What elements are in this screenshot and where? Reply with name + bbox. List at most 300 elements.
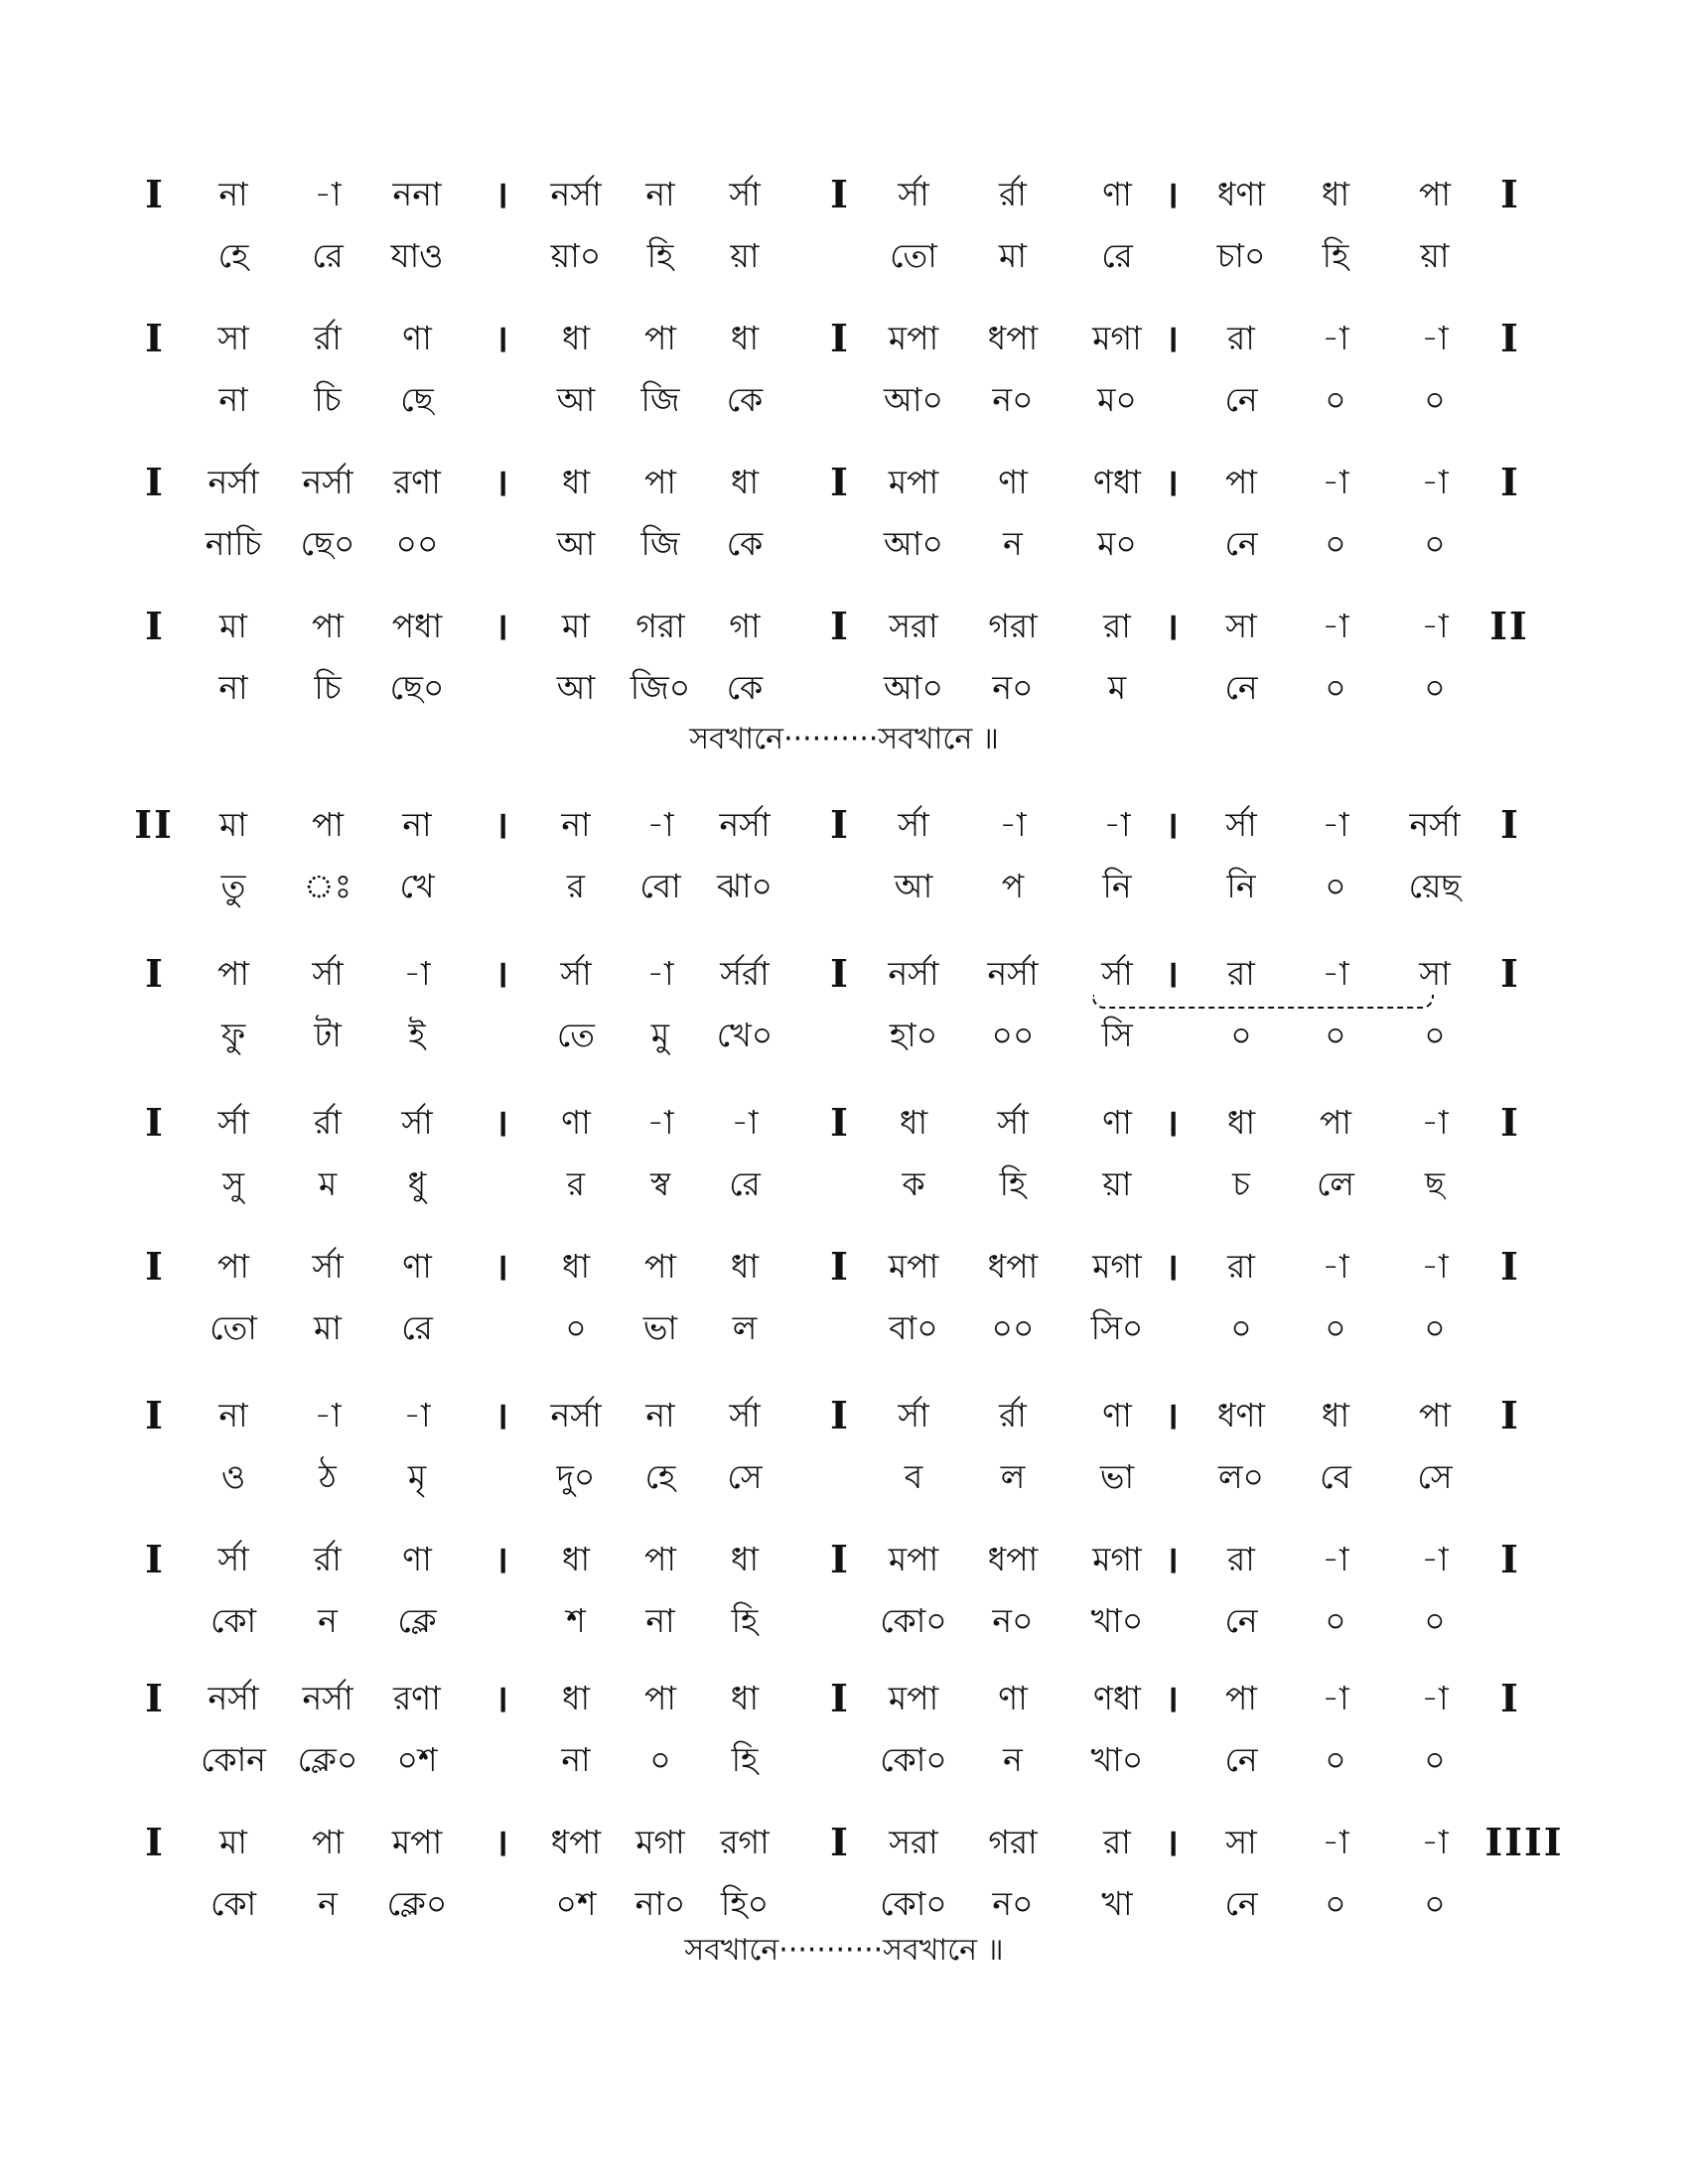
swara-note: -া: [1322, 954, 1349, 993]
lyric-syllable: নে: [1224, 1884, 1258, 1923]
lyric-syllable: তো: [210, 1308, 257, 1347]
lyric-syllable: ন০: [992, 1884, 1034, 1923]
lyric-syllable: ০: [565, 1308, 587, 1347]
swara-note: না: [561, 805, 591, 844]
swara-note: রণা: [393, 1679, 441, 1717]
swara-note: ধা: [561, 1540, 591, 1578]
swara-note: র্সা: [217, 1540, 249, 1578]
lyric-syllable: আ০: [884, 668, 943, 707]
swara-note: র্সা: [898, 1396, 929, 1434]
bar-line: ।: [1164, 172, 1180, 216]
lyric-syllable: ফু: [220, 1016, 246, 1054]
bar-line: I: [830, 1393, 848, 1437]
bar-line: ।: [1164, 1100, 1180, 1145]
lyric-syllable: ছে: [400, 380, 434, 419]
swara-note: পা: [1225, 463, 1257, 501]
bar-line: ।: [493, 1244, 509, 1289]
bar-line: I: [1500, 1244, 1518, 1289]
swara-note: র্সা: [1101, 954, 1133, 993]
swara-note: ধা: [730, 1679, 760, 1717]
bar-line: I: [1500, 460, 1518, 504]
swara-note: ধা: [561, 1679, 591, 1717]
lyric-syllable: বা০: [889, 1308, 938, 1347]
bar-line: I: [830, 1820, 848, 1864]
lyric-syllable: তে: [556, 1016, 596, 1054]
lyric-syllable: ন: [318, 1601, 338, 1640]
bar-line: I: [1500, 1100, 1518, 1145]
lyric-syllable: ন: [1003, 524, 1023, 563]
lyric-row: [0, 1005, 1688, 1066]
notation-row: [0, 308, 1688, 369]
lyric-row: [0, 513, 1688, 575]
bar-line: I: [830, 951, 848, 996]
lyric-syllable: খে: [399, 867, 435, 905]
swara-note: ধা: [899, 1103, 928, 1142]
lyric-syllable: চ: [1232, 1164, 1250, 1203]
lyric-row: [0, 1154, 1688, 1215]
lyric-syllable: কে: [726, 524, 764, 563]
swara-note: -া: [646, 1103, 674, 1142]
swara-note: র্সা: [997, 1103, 1029, 1142]
lyric-syllable: ০: [1325, 867, 1346, 905]
notation-row: [0, 1668, 1688, 1729]
lyric-syllable: কে: [726, 668, 764, 707]
lyric-syllable: ল০: [1217, 1457, 1265, 1496]
swara-note: -া: [1322, 319, 1349, 357]
swara-note: ণা: [402, 1540, 432, 1578]
lyric-syllable: আ: [556, 380, 596, 419]
bar-line: ।: [493, 604, 509, 648]
bar-line: ।: [1164, 1537, 1180, 1581]
lyric-syllable: রে: [401, 1308, 433, 1347]
swara-note: পা: [644, 1679, 676, 1717]
swara-note: ধা: [730, 319, 760, 357]
lyric-syllable: লে: [1317, 1164, 1354, 1203]
swara-note: -া: [1322, 1679, 1349, 1717]
swara-note: ণা: [1102, 1396, 1132, 1434]
lyric-syllable: ছে০: [389, 668, 445, 707]
bar-line: ।: [493, 1676, 509, 1720]
swara-note: -া: [1322, 1823, 1349, 1861]
swara-note: গরা: [988, 1823, 1038, 1861]
lyric-syllable: ন: [318, 1884, 338, 1923]
notation-row: [0, 596, 1688, 657]
lyric-syllable: ক: [902, 1164, 925, 1203]
bar-line: I: [145, 1676, 163, 1720]
lyric-syllable: ০: [1424, 380, 1446, 419]
notation-row: [0, 1092, 1688, 1154]
lyric-syllable: রে: [1101, 236, 1133, 275]
swara-note: পা: [1419, 1396, 1451, 1434]
lyric-syllable: ০: [1325, 1016, 1346, 1054]
lyric-syllable: না: [218, 668, 248, 707]
lyric-syllable: মৃ: [407, 1457, 427, 1496]
lyric-syllable: ন: [1003, 1740, 1023, 1779]
lyric-syllable: কো: [210, 1601, 257, 1640]
swara-note: ণা: [402, 319, 432, 357]
lyric-row: [0, 1729, 1688, 1791]
swara-note: নর্সা: [719, 805, 771, 844]
swara-note: রা: [1227, 954, 1255, 993]
swara-note: র্সা: [560, 954, 592, 993]
lyric-syllable: মা: [314, 1308, 342, 1347]
lyric-syllable: আ: [556, 524, 596, 563]
lyric-syllable: ০: [1325, 524, 1346, 563]
lyric-syllable: ০: [1325, 1601, 1346, 1640]
notation-row: [0, 1385, 1688, 1446]
lyric-syllable: খা: [1101, 1884, 1133, 1923]
lyric-syllable: কো০: [880, 1601, 947, 1640]
lyric-syllable: নাচি: [205, 524, 262, 563]
swara-note: মগা: [635, 1823, 685, 1861]
lyric-syllable: স্ব: [649, 1164, 671, 1203]
swara-note: ণা: [1102, 1103, 1132, 1142]
lyric-syllable: ও: [220, 1457, 246, 1496]
swara-note: র্সা: [898, 175, 929, 213]
bar-line: I: [830, 1537, 848, 1581]
lyric-syllable: ০: [1424, 1884, 1446, 1923]
swara-note: র্রা: [314, 1540, 342, 1578]
swara-note: গা: [729, 607, 761, 645]
swara-note: ণা: [998, 1679, 1028, 1717]
swara-note: র্সর্রা: [720, 954, 770, 993]
notation-row: [0, 1812, 1688, 1873]
swara-note: পা: [644, 319, 676, 357]
notation-row: [0, 794, 1688, 856]
swara-note: -া: [403, 1396, 431, 1434]
bar-line: ।: [1164, 1820, 1180, 1864]
lyric-syllable: ০০: [395, 524, 439, 563]
swara-note: মা: [562, 607, 590, 645]
swara-note: -া: [314, 1396, 342, 1434]
lyric-syllable: ০০: [991, 1308, 1035, 1347]
lyric-syllable: সি০: [1090, 1308, 1144, 1347]
lyric-syllable: ছ: [1425, 1164, 1445, 1203]
lyric-syllable: ০: [1325, 1740, 1346, 1779]
swara-note: পা: [1225, 1679, 1257, 1717]
bar-line: ।: [493, 802, 509, 847]
bar-line: ।: [493, 1537, 509, 1581]
bar-line: ।: [1164, 1676, 1180, 1720]
lyric-syllable: ০শ: [396, 1740, 438, 1779]
swara-note: র্সা: [312, 954, 344, 993]
swara-note: মা: [219, 607, 247, 645]
lyric-syllable: সে: [1417, 1457, 1453, 1496]
lyric-syllable: দু০: [556, 1457, 596, 1496]
lyric-syllable: চা০: [1216, 236, 1266, 275]
swara-note: -া: [646, 954, 674, 993]
swara-note: রা: [1227, 1247, 1255, 1286]
swara-note: গরা: [635, 607, 685, 645]
lyric-syllable: রে: [729, 1164, 761, 1203]
lyric-syllable: আ০: [884, 380, 943, 419]
swara-note: রা: [1103, 1823, 1131, 1861]
bar-line: I: [145, 1820, 163, 1864]
swara-note: ধা: [561, 463, 591, 501]
lyric-syllable: নে: [1224, 1601, 1258, 1640]
lyric-syllable: চি: [314, 380, 342, 419]
bar-line: I: [1500, 802, 1518, 847]
lyric-syllable: নে: [1224, 524, 1258, 563]
lyric-syllable: ল: [1000, 1457, 1026, 1496]
lyric-syllable: হি: [731, 1601, 759, 1640]
swara-note: রণা: [393, 463, 441, 501]
swara-note: ধপা: [987, 319, 1039, 357]
swara-note: ণা: [1102, 175, 1132, 213]
swara-note: -া: [1322, 805, 1349, 844]
bar-line: I: [1500, 951, 1518, 996]
swara-note: র্সা: [312, 1247, 344, 1286]
bar-line: ।: [1164, 316, 1180, 360]
bar-line: ।: [493, 1820, 509, 1864]
swara-note: পা: [312, 805, 344, 844]
lyric-syllable: ০: [1325, 668, 1346, 707]
bar-line: I: [145, 951, 163, 996]
lyric-syllable: টা: [314, 1016, 342, 1054]
bar-line: I: [830, 1100, 848, 1145]
lyric-syllable: তো: [890, 236, 937, 275]
lyric-syllable: কো: [210, 1884, 257, 1923]
swara-note: সরা: [889, 1823, 938, 1861]
swara-note: নর্সা: [888, 954, 939, 993]
lyric-syllable: বো: [639, 867, 681, 905]
swara-note: নর্সা: [302, 1679, 353, 1717]
lyric-syllable: ঃ: [303, 867, 352, 905]
bar-line: ।: [493, 460, 509, 504]
swara-note: ধা: [1321, 1396, 1350, 1434]
swara-note: না: [402, 805, 432, 844]
bar-line: ।: [1164, 951, 1180, 996]
swara-note: ধা: [561, 1247, 591, 1286]
lyric-syllable: ছে০: [300, 524, 355, 563]
swara-note: র্সা: [217, 1103, 249, 1142]
swara-note: র্সা: [898, 805, 929, 844]
swara-note: না: [218, 1396, 248, 1434]
swara-note: ধা: [561, 319, 591, 357]
lyric-syllable: ব: [904, 1457, 923, 1496]
swara-note: পা: [312, 1823, 344, 1861]
bar-line: ।: [1164, 460, 1180, 504]
lyric-syllable: ০: [1424, 668, 1446, 707]
swara-note: সা: [217, 319, 249, 357]
lyric-syllable: ০০: [991, 1016, 1035, 1054]
swara-note: র্সা: [729, 1396, 761, 1434]
swara-note: ননা: [392, 175, 442, 213]
swara-note: পা: [217, 1247, 249, 1286]
lyric-syllable: ম: [1107, 668, 1127, 707]
lyric-syllable: ০: [1325, 1308, 1346, 1347]
bar-line: I: [830, 1244, 848, 1289]
lyric-syllable: ন০: [992, 380, 1034, 419]
swara-note: সরা: [889, 607, 938, 645]
bar-line: ।: [493, 1100, 509, 1145]
lyric-syllable: ০: [1325, 380, 1346, 419]
lyric-syllable: ভা: [1099, 1457, 1135, 1496]
lyric-syllable: য়া: [1420, 236, 1450, 275]
swara-note: মপা: [391, 1823, 443, 1861]
lyric-syllable: ভা: [642, 1308, 678, 1347]
lyric-syllable: শ: [566, 1601, 586, 1640]
lyric-syllable: হে: [644, 1457, 676, 1496]
lyric-syllable: হি: [731, 1740, 759, 1779]
lyric-syllable: প: [1001, 867, 1025, 905]
lyric-syllable: বে: [1320, 1457, 1351, 1496]
swara-note: ণা: [998, 463, 1028, 501]
swara-note: নর্সা: [550, 1396, 602, 1434]
swara-note: নর্সা: [208, 1679, 259, 1717]
lyric-row: [0, 1297, 1688, 1359]
swara-note: -া: [1322, 1247, 1349, 1286]
bar-line: I: [145, 1244, 163, 1289]
bar-line: I: [830, 604, 848, 648]
bar-line: I: [145, 316, 163, 360]
lyric-row: [0, 1446, 1688, 1508]
swara-note: -া: [1322, 463, 1349, 501]
bar-line: ।: [493, 951, 509, 996]
bar-line: I: [145, 1537, 163, 1581]
bar-line: I: [1500, 172, 1518, 216]
swara-note: মপা: [888, 1247, 939, 1286]
lyric-syllable: হে: [217, 236, 249, 275]
lyric-syllable: সি: [1101, 1016, 1133, 1054]
lyric-syllable: ক্লে০: [386, 1884, 448, 1923]
swara-note: র্রা: [314, 1103, 342, 1142]
swara-note: রগা: [720, 1823, 770, 1861]
swara-note: রা: [1227, 1540, 1255, 1578]
lyric-syllable: নে: [1224, 1740, 1258, 1779]
swara-note: ধা: [1226, 1103, 1256, 1142]
lyric-syllable: ধু: [407, 1164, 427, 1203]
lyric-syllable: যাও: [390, 236, 444, 275]
bar-line: I: [145, 1100, 163, 1145]
bar-line: ।: [493, 172, 509, 216]
bar-line: I: [830, 802, 848, 847]
swara-note: ধণা: [1216, 1396, 1266, 1434]
swara-note: নর্সা: [550, 175, 602, 213]
swara-note: নর্সা: [1409, 805, 1461, 844]
swara-note: ণা: [561, 1103, 591, 1142]
lyric-syllable: ০: [1424, 524, 1446, 563]
lyric-syllable: জি: [640, 380, 680, 419]
lyric-syllable: ০: [1230, 1016, 1252, 1054]
swara-note: র্সা: [1225, 805, 1257, 844]
bar-line: II: [1489, 604, 1529, 648]
bar-line: I: [145, 1393, 163, 1437]
refrain-line: সবখানে··········সবখানে ॥: [689, 722, 999, 756]
swara-note: রা: [1227, 319, 1255, 357]
swara-note: ণা: [402, 1247, 432, 1286]
bar-line: ।: [1164, 604, 1180, 648]
swara-note: ণধা: [1092, 463, 1142, 501]
lyric-syllable: সে: [727, 1457, 763, 1496]
lyric-syllable: ন০: [992, 1601, 1034, 1640]
swara-note: -া: [1421, 319, 1449, 357]
lyric-syllable: ঝা০: [716, 867, 773, 905]
lyric-syllable: খে০: [716, 1016, 774, 1054]
lyric-syllable: ক্লে০: [297, 1740, 358, 1779]
swara-note: -া: [403, 954, 431, 993]
bar-line: I: [1500, 1537, 1518, 1581]
bar-line: ।: [1164, 802, 1180, 847]
notation-row: [0, 943, 1688, 1005]
swara-note: না: [645, 1396, 675, 1434]
lyric-syllable: ল: [732, 1308, 758, 1347]
bar-line: I: [1500, 1393, 1518, 1437]
swara-note: গরা: [988, 607, 1038, 645]
lyric-syllable: র: [566, 1164, 586, 1203]
swara-note: মগা: [1092, 1247, 1142, 1286]
lyric-syllable: মা: [999, 236, 1027, 275]
lyric-syllable: সু: [222, 1164, 244, 1203]
swara-note: -া: [1322, 607, 1349, 645]
lyric-syllable: না০: [634, 1884, 686, 1923]
bar-line: I: [145, 460, 163, 504]
swara-note: -া: [1421, 1247, 1449, 1286]
lyric-syllable: য়া: [1102, 1164, 1132, 1203]
swara-note: মপা: [888, 1540, 939, 1578]
swara-note: মা: [219, 805, 247, 844]
lyric-syllable: না: [218, 380, 248, 419]
notation-row: [0, 1236, 1688, 1297]
swara-note: র্রা: [999, 1396, 1027, 1434]
lyric-syllable: আ: [894, 867, 933, 905]
lyric-syllable: আ: [556, 668, 596, 707]
lyric-syllable: কোন: [201, 1740, 266, 1779]
lyric-row: [0, 657, 1688, 719]
swara-note: -া: [999, 805, 1027, 844]
bar-line: II: [134, 802, 174, 847]
bar-line: I: [145, 604, 163, 648]
lyric-syllable: ০: [1424, 1601, 1446, 1640]
swara-note: ধণা: [1216, 175, 1266, 213]
bar-line: I: [830, 1676, 848, 1720]
swara-note: -া: [731, 1103, 759, 1142]
swara-note: -া: [1421, 1540, 1449, 1578]
swara-note: পা: [217, 954, 249, 993]
lyric-syllable: ঠ: [319, 1457, 337, 1496]
lyric-syllable: য়া০: [550, 236, 602, 275]
lyric-row: [0, 856, 1688, 917]
lyric-syllable: ০: [1424, 1308, 1446, 1347]
swara-note: মা: [219, 1823, 247, 1861]
lyric-syllable: ন০: [992, 668, 1034, 707]
swara-note: -া: [1103, 805, 1131, 844]
lyric-syllable: হি: [1322, 236, 1349, 275]
swara-note: ধপা: [987, 1247, 1039, 1286]
lyric-syllable: হি: [999, 1164, 1027, 1203]
swara-note: পা: [1419, 175, 1451, 213]
lyric-row: [0, 369, 1688, 431]
swara-note: না: [645, 175, 675, 213]
lyric-syllable: হি: [646, 236, 674, 275]
swara-note: -া: [1421, 1823, 1449, 1861]
lyric-syllable: ম: [318, 1164, 338, 1203]
lyric-syllable: নে: [1224, 380, 1258, 419]
swara-note: ধা: [730, 1247, 760, 1286]
swara-note: পা: [644, 1540, 676, 1578]
lyric-syllable: নে: [1224, 668, 1258, 707]
lyric-syllable: কো০: [880, 1884, 947, 1923]
swara-note: র্সা: [729, 175, 761, 213]
lyric-syllable: হা০: [889, 1016, 938, 1054]
swara-note: মপা: [888, 1679, 939, 1717]
lyric-syllable: য়া: [730, 236, 760, 275]
swara-note: -া: [1421, 463, 1449, 501]
lyric-syllable: না: [561, 1740, 591, 1779]
swara-note: পা: [312, 607, 344, 645]
bar-line: ।: [493, 316, 509, 360]
bar-line: I: [830, 316, 848, 360]
